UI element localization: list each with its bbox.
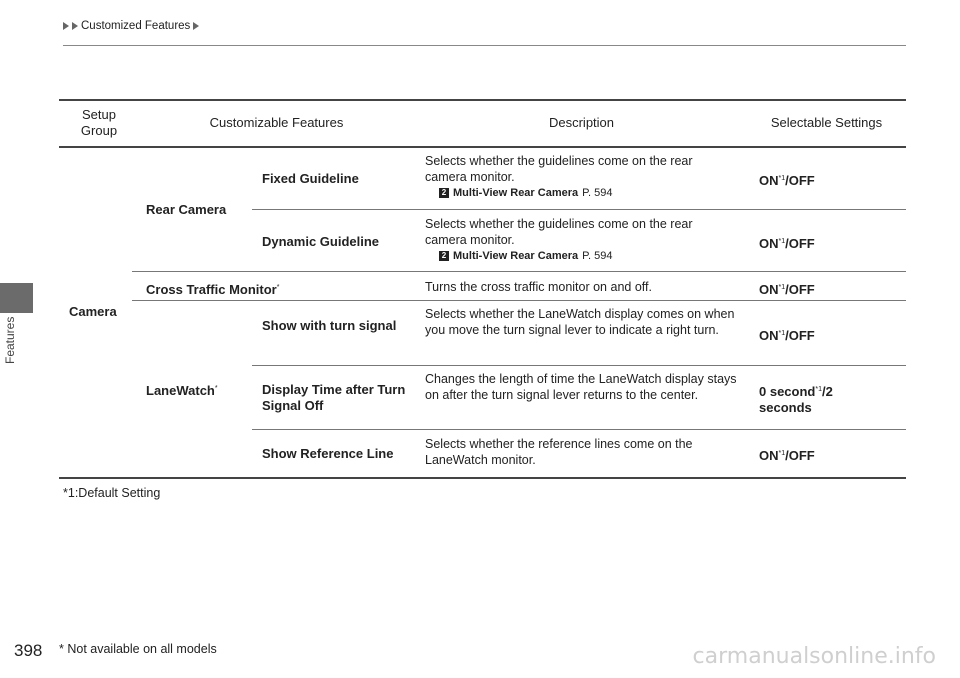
setting-off: OFF: [788, 173, 815, 188]
setting-on: ON: [759, 236, 779, 251]
default-mark: *1: [815, 386, 822, 393]
lanewatch-name: LaneWatch: [146, 383, 215, 398]
display-time-description: Changes the length of time the LaneWatch display stays on after the turn signal lever returns to the center.: [425, 372, 737, 402]
default-mark: *1: [778, 238, 786, 245]
default-mark: *1: [778, 450, 786, 457]
setting-off: OFF: [788, 236, 815, 251]
cross-traffic-settings: ON$^{*1}$/OFF: [759, 282, 815, 297]
feature-rear-camera: Rear Camera: [146, 202, 227, 217]
breadcrumb-arrow-icon: [63, 22, 69, 30]
group-camera: Camera: [69, 304, 117, 319]
feature-dynamic-guideline: Dynamic Guideline: [262, 234, 380, 249]
setting-off: OFF: [788, 328, 815, 343]
feature-fixed-guideline: Fixed Guideline: [262, 171, 359, 186]
default-mark: *1: [778, 330, 786, 337]
fixed-guideline-description: [425, 154, 735, 200]
feature-display-time: Display Time after Turn Signal Off: [262, 382, 406, 413]
header-divider: [63, 45, 906, 46]
table-top-rule: [59, 99, 906, 101]
setting-on: ON: [759, 282, 779, 297]
breadcrumb-arrow-icon: [193, 22, 199, 30]
fixed-guideline-xref[interactable]: [439, 186, 735, 200]
header-customizable-features: Customizable Features: [209, 115, 344, 130]
breadcrumb-arrow-icon: [72, 22, 78, 30]
feature-cross-traffic-monitor: [146, 280, 279, 298]
feature-lanewatch: [146, 381, 218, 399]
setting-on: ON: [759, 328, 779, 343]
show-turn-signal-description: Selects whether the LaneWatch display comes on when you move the turn signal lever to indicate a right turn.: [425, 307, 735, 337]
dynamic-guideline-xref[interactable]: [439, 249, 735, 263]
dynamic-guideline-settings: ON$^{*1}$/OFF: [759, 236, 815, 251]
display-time-settings: 0 second$^{*1}$/2 seconds: [759, 384, 833, 415]
header-setup-group: Setup Group: [80, 107, 118, 138]
cross-traffic-description: Turns the cross traffic monitor on and off.: [425, 280, 652, 294]
reference-line-description: Selects whether the reference lines come on the LaneWatch monitor.: [425, 437, 693, 467]
xref-page[interactable]: P. 594: [582, 250, 613, 262]
dynamic-guideline-desc-text: Selects whether the guidelines come on the rear camera monitor.: [425, 217, 693, 247]
watermark-text: carmanualsonline.info: [692, 644, 936, 669]
setting-on: ON: [759, 448, 779, 463]
header-description: Description: [548, 115, 615, 130]
table-bottom-rule: [59, 477, 906, 479]
default-mark: *1: [778, 284, 786, 291]
row-divider: [252, 209, 906, 210]
page-number: 398: [14, 641, 43, 660]
availability-note: * Not available on all models: [59, 642, 217, 656]
cross-reference-icon: 2: [439, 188, 449, 198]
row-divider: [252, 429, 906, 430]
row-divider: [132, 271, 906, 272]
availability-asterisk: *: [214, 385, 218, 392]
xref-title[interactable]: Multi-View Rear Camera: [453, 250, 579, 262]
fixed-guideline-settings: ON$^{*1}$/OFF: [759, 173, 815, 188]
xref-title[interactable]: Multi-View Rear Camera: [453, 187, 579, 199]
header-bottom-rule: [59, 146, 906, 148]
setting-off: OFF: [788, 448, 815, 463]
default-setting-footnote: *1:Default Setting: [63, 486, 161, 500]
default-mark: *1: [778, 175, 786, 182]
cross-traffic-name: Cross Traffic Monitor: [146, 282, 277, 297]
show-turn-signal-settings: ON$^{*1}$/OFF: [759, 328, 815, 343]
row-divider: [252, 365, 906, 366]
cross-reference-icon: 2: [439, 251, 449, 261]
feature-show-reference-line: Show Reference Line: [262, 446, 394, 461]
breadcrumb-link[interactable]: Customized Features: [81, 20, 191, 32]
availability-asterisk: *: [276, 284, 280, 291]
dynamic-guideline-description: [425, 217, 735, 263]
xref-page[interactable]: P. 594: [582, 187, 613, 199]
section-label: Features: [3, 317, 17, 365]
header-selectable-settings: Selectable Settings: [770, 115, 883, 130]
setting-on: ON: [759, 173, 779, 188]
fixed-guideline-desc-text: Selects whether the guidelines come on the rear camera monitor.: [425, 154, 693, 184]
setting-two-seconds: 2 seconds: [759, 384, 833, 415]
feature-show-with-turn-signal: Show with turn signal: [262, 318, 397, 333]
breadcrumb: [63, 20, 199, 32]
row-divider: [132, 300, 906, 301]
setting-zero-second: 0 second: [759, 384, 816, 399]
setting-off: OFF: [788, 282, 815, 297]
reference-line-settings: ON$^{*1}$/OFF: [759, 448, 815, 463]
section-tab-marker: [0, 283, 33, 313]
